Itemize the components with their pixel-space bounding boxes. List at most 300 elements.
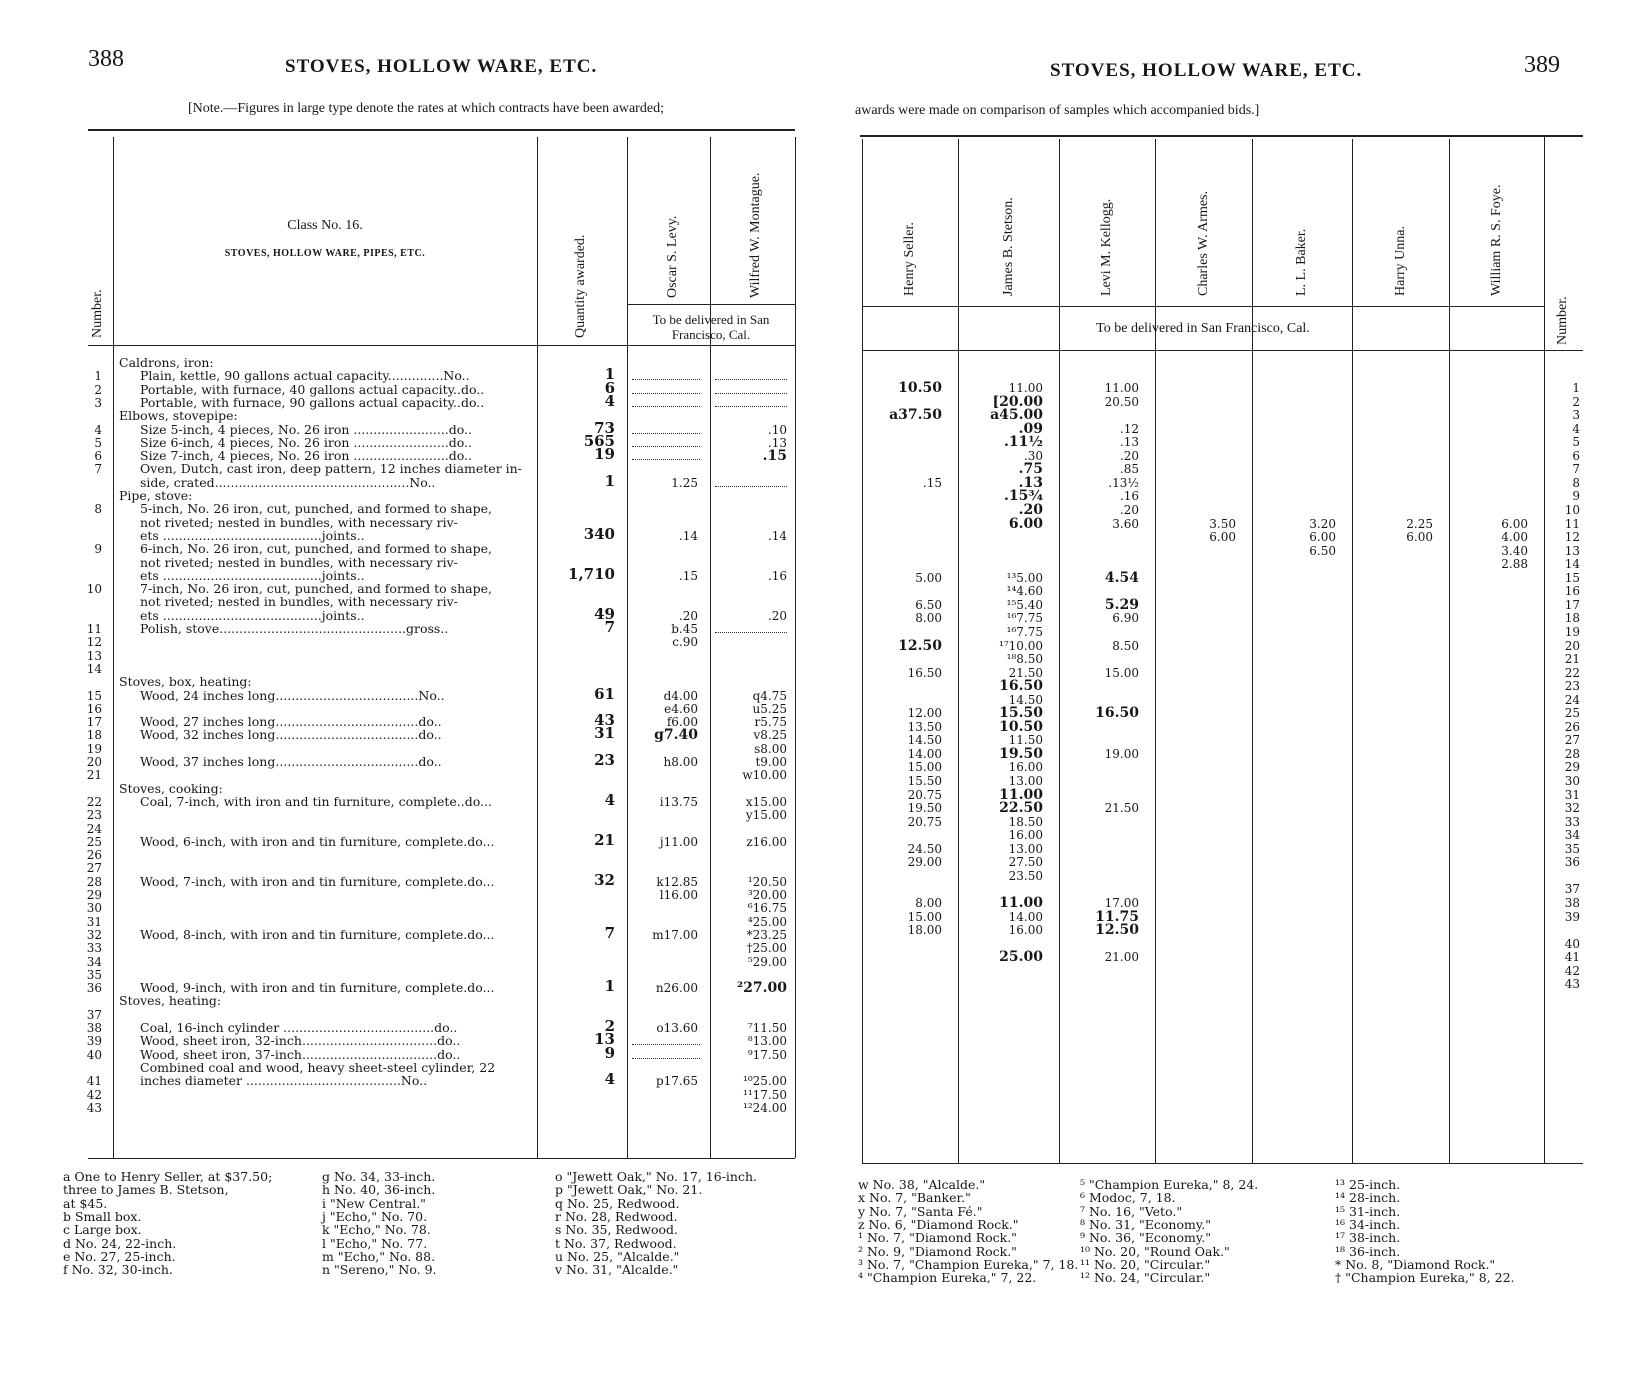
row-number: 31 <box>86 914 102 929</box>
bid-value: 3.40 <box>1501 543 1528 558</box>
bid-value: 6.50 <box>915 597 942 612</box>
number-column-header: Number. <box>90 289 105 338</box>
empty-bid-levy <box>632 459 700 460</box>
row-number-right: 23 <box>1564 679 1580 694</box>
bid-value: ¹⁶7.75 <box>1006 624 1043 639</box>
row-number: 1 <box>94 369 102 384</box>
page-number-left: 388 <box>88 46 124 72</box>
bid-value: .13 <box>1018 474 1043 491</box>
bid-levy: g7.40 <box>654 727 698 744</box>
note-right: awards were made on comparison of samples which accompanied bids.] <box>855 103 1260 118</box>
bid-value: 14.50 <box>1008 692 1043 707</box>
footnote: j "Echo," No. 70. <box>322 1208 428 1224</box>
footnote: i "New Central." <box>322 1195 426 1211</box>
bid-value: 2.25 <box>1406 516 1433 531</box>
row-number: 5 <box>94 435 102 450</box>
footnote: ⁴ "Champion Eureka," 7, 22. <box>858 1270 1037 1286</box>
item-description: not riveted; nested in bundles, with necessary riv- <box>140 555 458 570</box>
bid-value: ¹⁸8.50 <box>1006 652 1043 666</box>
row-number: 8 <box>94 502 102 517</box>
bid-value: .13½ <box>1108 475 1139 490</box>
footnote: ² No. 9, "Diamond Rock." <box>858 1243 1017 1259</box>
footnote: † "Champion Eureka," 8, 22. <box>1335 1270 1515 1286</box>
item-description: Stoves, cooking: <box>119 781 223 796</box>
footnote: r No. 28, Redwood. <box>555 1208 678 1224</box>
bid-value: 13.50 <box>907 719 942 734</box>
bid-levy: o13.60 <box>656 1021 698 1035</box>
footnote: ¹¹ No. 20, "Circular." <box>1080 1256 1211 1272</box>
empty-bid-montague <box>715 406 787 407</box>
bid-value: 8.00 <box>915 611 942 626</box>
bid-value: 13.00 <box>1008 774 1043 788</box>
bid-montague: ³20.00 <box>747 888 787 902</box>
bid-levy: l16.00 <box>659 888 698 902</box>
bidder-header: William R. S. Foye. <box>1488 184 1504 296</box>
bid-levy: k12.85 <box>656 874 698 889</box>
item-description: Wood, sheet iron, 37-inch..................................do.. <box>140 1047 461 1062</box>
bid-value: 16.00 <box>1008 760 1043 775</box>
bid-levy: f6.00 <box>666 715 698 730</box>
row-number: 27 <box>86 861 102 876</box>
bid-value: 6.00 <box>1406 530 1433 544</box>
col-divider-montague <box>710 137 711 1158</box>
row-number: 11 <box>86 622 102 636</box>
quantity-awarded: 7 <box>604 618 615 636</box>
number-column-header-right: Number. <box>1555 296 1570 345</box>
quantity-awarded: 1 <box>604 471 615 490</box>
header-rule-right <box>862 306 1544 307</box>
bid-montague: ⁸13.00 <box>747 1034 787 1049</box>
row-number: 37 <box>86 1007 102 1022</box>
row-number-right: 28 <box>1564 746 1580 761</box>
bid-value: 11.00 <box>999 894 1043 911</box>
bid-levy: i13.75 <box>659 794 698 809</box>
page-number-right: 389 <box>1524 52 1560 78</box>
footnote: ⁵ "Champion Eureka," 8, 24. <box>1080 1177 1259 1192</box>
row-number: 24 <box>86 821 102 836</box>
item-description: Wood, 6-inch, with iron and tin furniture, complete.do... <box>140 834 495 849</box>
row-number: 9 <box>94 542 102 557</box>
bid-value: .20 <box>1018 501 1043 518</box>
empty-bid-levy <box>632 433 700 434</box>
bid-value: 16.50 <box>1095 705 1139 722</box>
bid-value: 5.29 <box>1104 596 1139 613</box>
bid-value: 22.50 <box>999 800 1043 816</box>
footnote: h No. 40, 36-inch. <box>322 1182 436 1198</box>
bid-value: 4.54 <box>1104 569 1139 586</box>
quantity-awarded: 49 <box>594 604 615 623</box>
bid-montague: ¹²24.00 <box>743 1100 787 1115</box>
bid-montague: .20 <box>767 608 787 623</box>
bid-montague: .13 <box>767 435 787 450</box>
bid-montague: s8.00 <box>754 741 787 756</box>
row-number-right: 22 <box>1564 665 1580 680</box>
class-title: Class No. 16. <box>287 218 363 233</box>
bid-value: a45.00 <box>990 407 1043 424</box>
bid-levy: b.45 <box>671 622 698 636</box>
empty-bid-levy <box>632 379 700 380</box>
item-description: Portable, with furnace, 40 gallons actual capacity..do.. <box>140 382 485 397</box>
quantity-awarded: 61 <box>594 684 615 703</box>
bid-value: 14.50 <box>907 733 942 748</box>
bid-value: 12.00 <box>907 706 942 721</box>
delivery-note-left: To be delivered in San Francisco, Cal. <box>652 312 770 342</box>
table-head-rule-left <box>88 345 795 346</box>
bid-value: ¹⁷10.00 <box>999 638 1043 653</box>
footnote: ¹³ 25-inch. <box>1335 1177 1401 1192</box>
bid-value: 3.20 <box>1309 516 1336 531</box>
item-description: Wood, 37 inches long....................................do.. <box>140 755 442 769</box>
footnote: ⁷ No. 16, "Veto." <box>1080 1203 1183 1219</box>
row-number: 17 <box>86 715 102 730</box>
bid-value: ¹⁴4.60 <box>1006 584 1043 599</box>
bid-value: 6.00 <box>1309 530 1336 544</box>
empty-bid-montague <box>715 486 787 487</box>
running-head-left: STOVES, HOLLOW WARE, ETC. <box>285 56 598 77</box>
bidder-header: L. L. Baker. <box>1294 228 1309 296</box>
row-number-right: 12 <box>1564 530 1580 544</box>
bid-levy: d4.00 <box>663 688 698 703</box>
item-description: ets ........................................joints.. <box>140 528 365 543</box>
bidder-header: Harry Unna. <box>1392 226 1408 296</box>
row-number-right: 7 <box>1572 462 1580 477</box>
col-divider-right-edge <box>795 137 796 1158</box>
bid-montague: u5.25 <box>752 701 787 716</box>
row-number: 29 <box>86 888 102 902</box>
row-number: 18 <box>86 728 102 743</box>
row-number: 19 <box>86 741 102 756</box>
bid-value: 11.00 <box>999 786 1043 803</box>
footnote: ¹⁴ 28-inch. <box>1335 1190 1401 1206</box>
bid-montague: x15.00 <box>745 794 787 809</box>
row-number: 23 <box>86 808 102 823</box>
quantity-awarded: 4 <box>604 790 615 809</box>
row-number: 3 <box>94 395 102 410</box>
bid-value: 5.00 <box>915 570 942 585</box>
row-number-right: 14 <box>1564 557 1580 572</box>
row-number: 39 <box>86 1034 102 1049</box>
footnote: k "Echo," No. 78. <box>322 1222 431 1238</box>
row-number: 6 <box>94 449 102 464</box>
bid-montague: ¹20.50 <box>747 874 787 889</box>
delivery-note-right: To be delivered in San Francisco, Cal. <box>1096 321 1310 336</box>
quantity-column-header: Quantity awarded. <box>573 234 588 338</box>
row-number-right: 43 <box>1564 977 1580 992</box>
footnote: w No. 38, "Alcalde." <box>858 1177 986 1192</box>
bid-montague: z16.00 <box>746 834 787 849</box>
footnote: ⁹ No. 36, "Economy." <box>1080 1230 1211 1246</box>
bid-value: 27.50 <box>1008 855 1043 870</box>
footnote: d No. 24, 22-inch. <box>63 1235 177 1251</box>
item-description: Size 5-inch, 4 pieces, No. 26 iron ........................do.. <box>140 422 473 437</box>
footnote: ¹⁸ 36-inch. <box>1335 1243 1401 1259</box>
bid-value: 11.00 <box>1104 381 1139 395</box>
bid-montague: ⁷11.50 <box>747 1021 787 1035</box>
empty-bid-levy <box>632 1058 700 1059</box>
empty-bid-montague <box>715 379 787 380</box>
col-divider-quantity <box>537 137 538 1158</box>
bid-montague: q4.75 <box>752 688 787 703</box>
row-number: 16 <box>86 701 102 716</box>
row-number-right: 34 <box>1564 828 1580 843</box>
row-number: 35 <box>86 967 102 982</box>
footnote: ⁸ No. 31, "Economy." <box>1080 1216 1211 1232</box>
bid-value: 16.50 <box>907 665 942 680</box>
bid-montague: ²27.00 <box>737 980 787 997</box>
row-number: 7 <box>94 462 102 477</box>
row-number: 36 <box>86 981 102 996</box>
delivery-rule-right <box>862 350 1583 351</box>
quantity-awarded: 23 <box>594 751 615 769</box>
item-description: side, crated.................................................No.. <box>140 475 436 490</box>
row-number-right: 13 <box>1564 543 1580 558</box>
right-col-divider <box>862 139 863 1163</box>
item-description: Stoves, box, heating: <box>119 675 252 690</box>
bid-value: 6.90 <box>1112 611 1139 626</box>
bid-value: 10.50 <box>898 380 942 396</box>
item-description: Size 6-inch, 4 pieces, No. 26 iron ........................do.. <box>140 435 473 450</box>
bid-value: .11½ <box>1004 434 1043 451</box>
footnote: z No. 6, "Diamond Rock." <box>858 1216 1019 1232</box>
bid-value: 19.00 <box>1104 746 1139 761</box>
bid-value: 15.50 <box>907 774 942 788</box>
empty-bid-levy <box>632 446 700 447</box>
item-description: ets ........................................joints.. <box>140 608 365 623</box>
bid-montague: ⁹17.50 <box>747 1047 787 1062</box>
footnote: ¹⁰ No. 20, "Round Oak." <box>1080 1243 1230 1259</box>
bid-value: 21.50 <box>1104 801 1139 815</box>
bid-value: 12.50 <box>1095 922 1139 938</box>
bid-value: 19.50 <box>907 801 942 815</box>
bid-levy: j11.00 <box>659 834 698 849</box>
bid-value: 19.50 <box>999 745 1043 762</box>
bid-value: 21.50 <box>1008 665 1043 680</box>
bid-value: 18.00 <box>907 923 942 937</box>
row-number-right: 32 <box>1564 801 1580 815</box>
row-number-right: 21 <box>1564 652 1580 666</box>
row-number: 42 <box>86 1087 102 1102</box>
item-description: Pipe, stove: <box>119 489 193 503</box>
bid-levy: 1.25 <box>671 475 698 490</box>
bid-montague: .14 <box>767 528 787 543</box>
item-description: Coal, 16-inch cylinder ......................................do.. <box>140 1021 458 1035</box>
item-description: Oven, Dutch, cast iron, deep pattern, 12 inches diameter in- <box>140 462 522 477</box>
bid-value: 11.75 <box>1095 908 1139 925</box>
footnote: three to James B. Stetson, <box>63 1182 229 1198</box>
row-number-right: 36 <box>1564 855 1580 870</box>
quantity-awarded: 1 <box>604 977 615 996</box>
bid-value: 18.50 <box>1008 814 1043 829</box>
row-number-right: 9 <box>1572 489 1580 504</box>
bid-value: 15.00 <box>907 760 942 775</box>
footnote: c Large box. <box>63 1222 142 1238</box>
bid-levy: .15 <box>678 568 698 583</box>
bid-value: 11.00 <box>1008 381 1043 395</box>
footnote: n "Sereno," No. 9. <box>322 1262 437 1278</box>
item-description: 5-inch, No. 26 iron, cut, punched, and formed to shape, <box>140 502 492 517</box>
bid-value: 4.00 <box>1501 530 1528 544</box>
row-number: 40 <box>86 1047 102 1062</box>
quantity-awarded: 32 <box>594 870 615 889</box>
bid-montague: *23.25 <box>746 927 787 942</box>
bid-value: 8.50 <box>1112 638 1139 653</box>
footnote: ¹⁶ 34-inch. <box>1335 1216 1401 1232</box>
bid-value: 23.50 <box>1008 868 1043 883</box>
row-number-right: 19 <box>1564 624 1580 639</box>
running-head-right: STOVES, HOLLOW WARE, ETC. <box>1050 60 1363 81</box>
row-number-right: 5 <box>1572 435 1580 450</box>
item-description: Coal, 7-inch, with iron and tin furniture, complete..do... <box>140 794 492 809</box>
bid-value: .12 <box>1119 421 1139 436</box>
quantity-awarded: 19 <box>594 445 615 464</box>
bid-value: 10.50 <box>999 718 1043 735</box>
footnote: ⁶ Modoc, 7, 18. <box>1080 1190 1176 1206</box>
item-description: Wood, 9-inch, with iron and tin furniture, complete.do... <box>140 981 495 996</box>
bid-montague: .16 <box>767 568 787 583</box>
bid-levy: c.90 <box>672 635 698 650</box>
row-number: 28 <box>86 874 102 889</box>
item-description: Elbows, stovepipe: <box>119 409 238 424</box>
footnote: * No. 8, "Diamond Rock." <box>1335 1256 1496 1272</box>
row-number-right: 26 <box>1564 719 1580 734</box>
bid-value: 20.50 <box>1104 394 1139 409</box>
bid-value: 14.00 <box>907 746 942 761</box>
footnote: e No. 27, 25-inch. <box>63 1248 176 1264</box>
footnote: y No. 7, "Santa Fé." <box>858 1203 983 1219</box>
bid-value: 6.00 <box>1501 516 1528 531</box>
bid-value: .09 <box>1018 420 1043 437</box>
row-number: 15 <box>86 688 102 703</box>
footnote: q No. 25, Redwood. <box>555 1195 680 1211</box>
quantity-awarded: 7 <box>604 923 615 942</box>
right-col-divider <box>958 139 959 1163</box>
right-col-divider <box>1544 135 1545 1163</box>
bid-montague: w10.00 <box>742 768 787 783</box>
bid-montague: ⁴25.00 <box>747 914 787 929</box>
row-number-right: 37 <box>1564 882 1580 897</box>
item-description: ets ........................................joints.. <box>140 568 365 583</box>
bid-value: .15 <box>922 475 942 490</box>
row-number: 41 <box>86 1074 102 1089</box>
item-description: 6-inch, No. 26 iron, cut, punched, and formed to shape, <box>140 542 492 557</box>
row-number-right: 27 <box>1564 733 1580 748</box>
footnote: s No. 35, Redwood. <box>555 1222 678 1238</box>
bid-value: .20 <box>1119 502 1139 517</box>
bid-montague: .15 <box>762 448 787 465</box>
row-number: 26 <box>86 848 102 863</box>
footnote: ¹⁷ 38-inch. <box>1335 1230 1401 1246</box>
row-number-right: 20 <box>1564 638 1580 653</box>
quantity-awarded: 565 <box>583 431 615 450</box>
item-description: not riveted; nested in bundles, with necessary riv- <box>140 595 458 610</box>
item-description: Polish, stove...............................................gross.. <box>140 622 449 636</box>
footnote: v No. 31, "Alcalde." <box>555 1262 679 1278</box>
quantity-awarded: 6 <box>604 378 615 397</box>
footnote: u No. 25, "Alcalde." <box>555 1248 680 1264</box>
bid-montague: y15.00 <box>745 808 787 823</box>
bid-montague: t9.00 <box>755 755 787 769</box>
row-number: 34 <box>86 954 102 969</box>
row-number-right: 29 <box>1564 760 1580 775</box>
right-col-divider <box>1252 139 1253 1163</box>
row-number-right: 6 <box>1572 448 1580 463</box>
row-number: 30 <box>86 901 102 916</box>
bid-value: .75 <box>1018 461 1043 478</box>
table-bottom-rule-right <box>862 1163 1583 1164</box>
bidder-header: James B. Stetson. <box>1000 197 1016 296</box>
bid-value: 16.00 <box>1008 828 1043 843</box>
bid-levy: n26.00 <box>655 981 698 996</box>
row-number-right: 16 <box>1564 584 1580 599</box>
bid-montague: †25.00 <box>746 941 787 956</box>
quantity-awarded: 1,710 <box>568 564 615 583</box>
row-number-right: 18 <box>1564 611 1580 626</box>
bid-montague: r5.75 <box>754 715 787 730</box>
empty-bid-montague <box>715 632 787 633</box>
row-number: 13 <box>86 648 102 663</box>
quantity-awarded: 1 <box>604 365 615 384</box>
row-number-right: 35 <box>1564 841 1580 856</box>
right-col-divider <box>1155 139 1156 1163</box>
row-number-right: 39 <box>1564 909 1580 924</box>
bid-value: a37.50 <box>889 407 942 424</box>
bid-levy: .20 <box>678 608 698 623</box>
bid-levy: m17.00 <box>652 927 698 942</box>
item-description: Wood, 27 inches long....................................do.. <box>140 715 442 730</box>
note-left: [Note.—Figures in large type denote the rates at which contracts have been awarded; <box>188 101 664 116</box>
footnote: ¹ No. 7, "Diamond Rock." <box>858 1230 1017 1246</box>
footnote: a One to Henry Seller, at $37.50; <box>63 1169 273 1184</box>
row-number: 10 <box>86 582 102 597</box>
footnote: ¹⁵ 31-inch. <box>1335 1203 1401 1219</box>
class-subtitle: STOVES, HOLLOW WARE, PIPES, ETC. <box>224 248 426 259</box>
row-number-right: 15 <box>1564 570 1580 585</box>
bid-value: 20.75 <box>907 814 942 829</box>
row-number: 2 <box>94 382 102 397</box>
item-description: Wood, 8-inch, with iron and tin furniture, complete.do... <box>140 927 495 942</box>
bid-montague: ¹¹17.50 <box>743 1087 787 1102</box>
quantity-awarded: 13 <box>594 1030 615 1049</box>
bid-value: 3.50 <box>1209 516 1236 531</box>
bid-value: 11.50 <box>1008 733 1043 748</box>
footnote: l "Echo," No. 77. <box>322 1235 428 1251</box>
bidder-header: Levi M. Kellogg. <box>1099 198 1114 296</box>
bid-value: 29.00 <box>907 855 942 870</box>
quantity-awarded: 21 <box>594 830 615 849</box>
bid-montague: ¹⁰25.00 <box>743 1074 787 1089</box>
bidder-header-levy: Oscar S. Levy. <box>665 215 680 298</box>
row-number: 14 <box>86 661 102 676</box>
bidder-header: Charles W. Armes. <box>1195 191 1211 296</box>
bid-value: 24.50 <box>907 841 942 856</box>
bid-value: 16.50 <box>999 678 1043 695</box>
row-number: 38 <box>86 1021 102 1035</box>
empty-bid-levy <box>632 406 700 407</box>
quantity-awarded: 4 <box>604 1070 615 1089</box>
item-description: Wood, 32 inches long....................................do.. <box>140 728 442 743</box>
row-number-right: 33 <box>1564 814 1580 829</box>
item-description: Caldrons, iron: <box>119 356 214 370</box>
row-number: 33 <box>86 941 102 956</box>
bidder-header: Henry Seller. <box>902 222 917 296</box>
row-number-right: 8 <box>1572 475 1580 490</box>
row-number: 43 <box>86 1100 102 1115</box>
quantity-awarded: 340 <box>583 524 615 543</box>
empty-bid-levy <box>632 1044 700 1045</box>
item-description: not riveted; nested in bundles, with necessary riv- <box>140 515 458 530</box>
row-number-right: 42 <box>1564 963 1580 978</box>
bid-value: 21.00 <box>1104 950 1139 965</box>
